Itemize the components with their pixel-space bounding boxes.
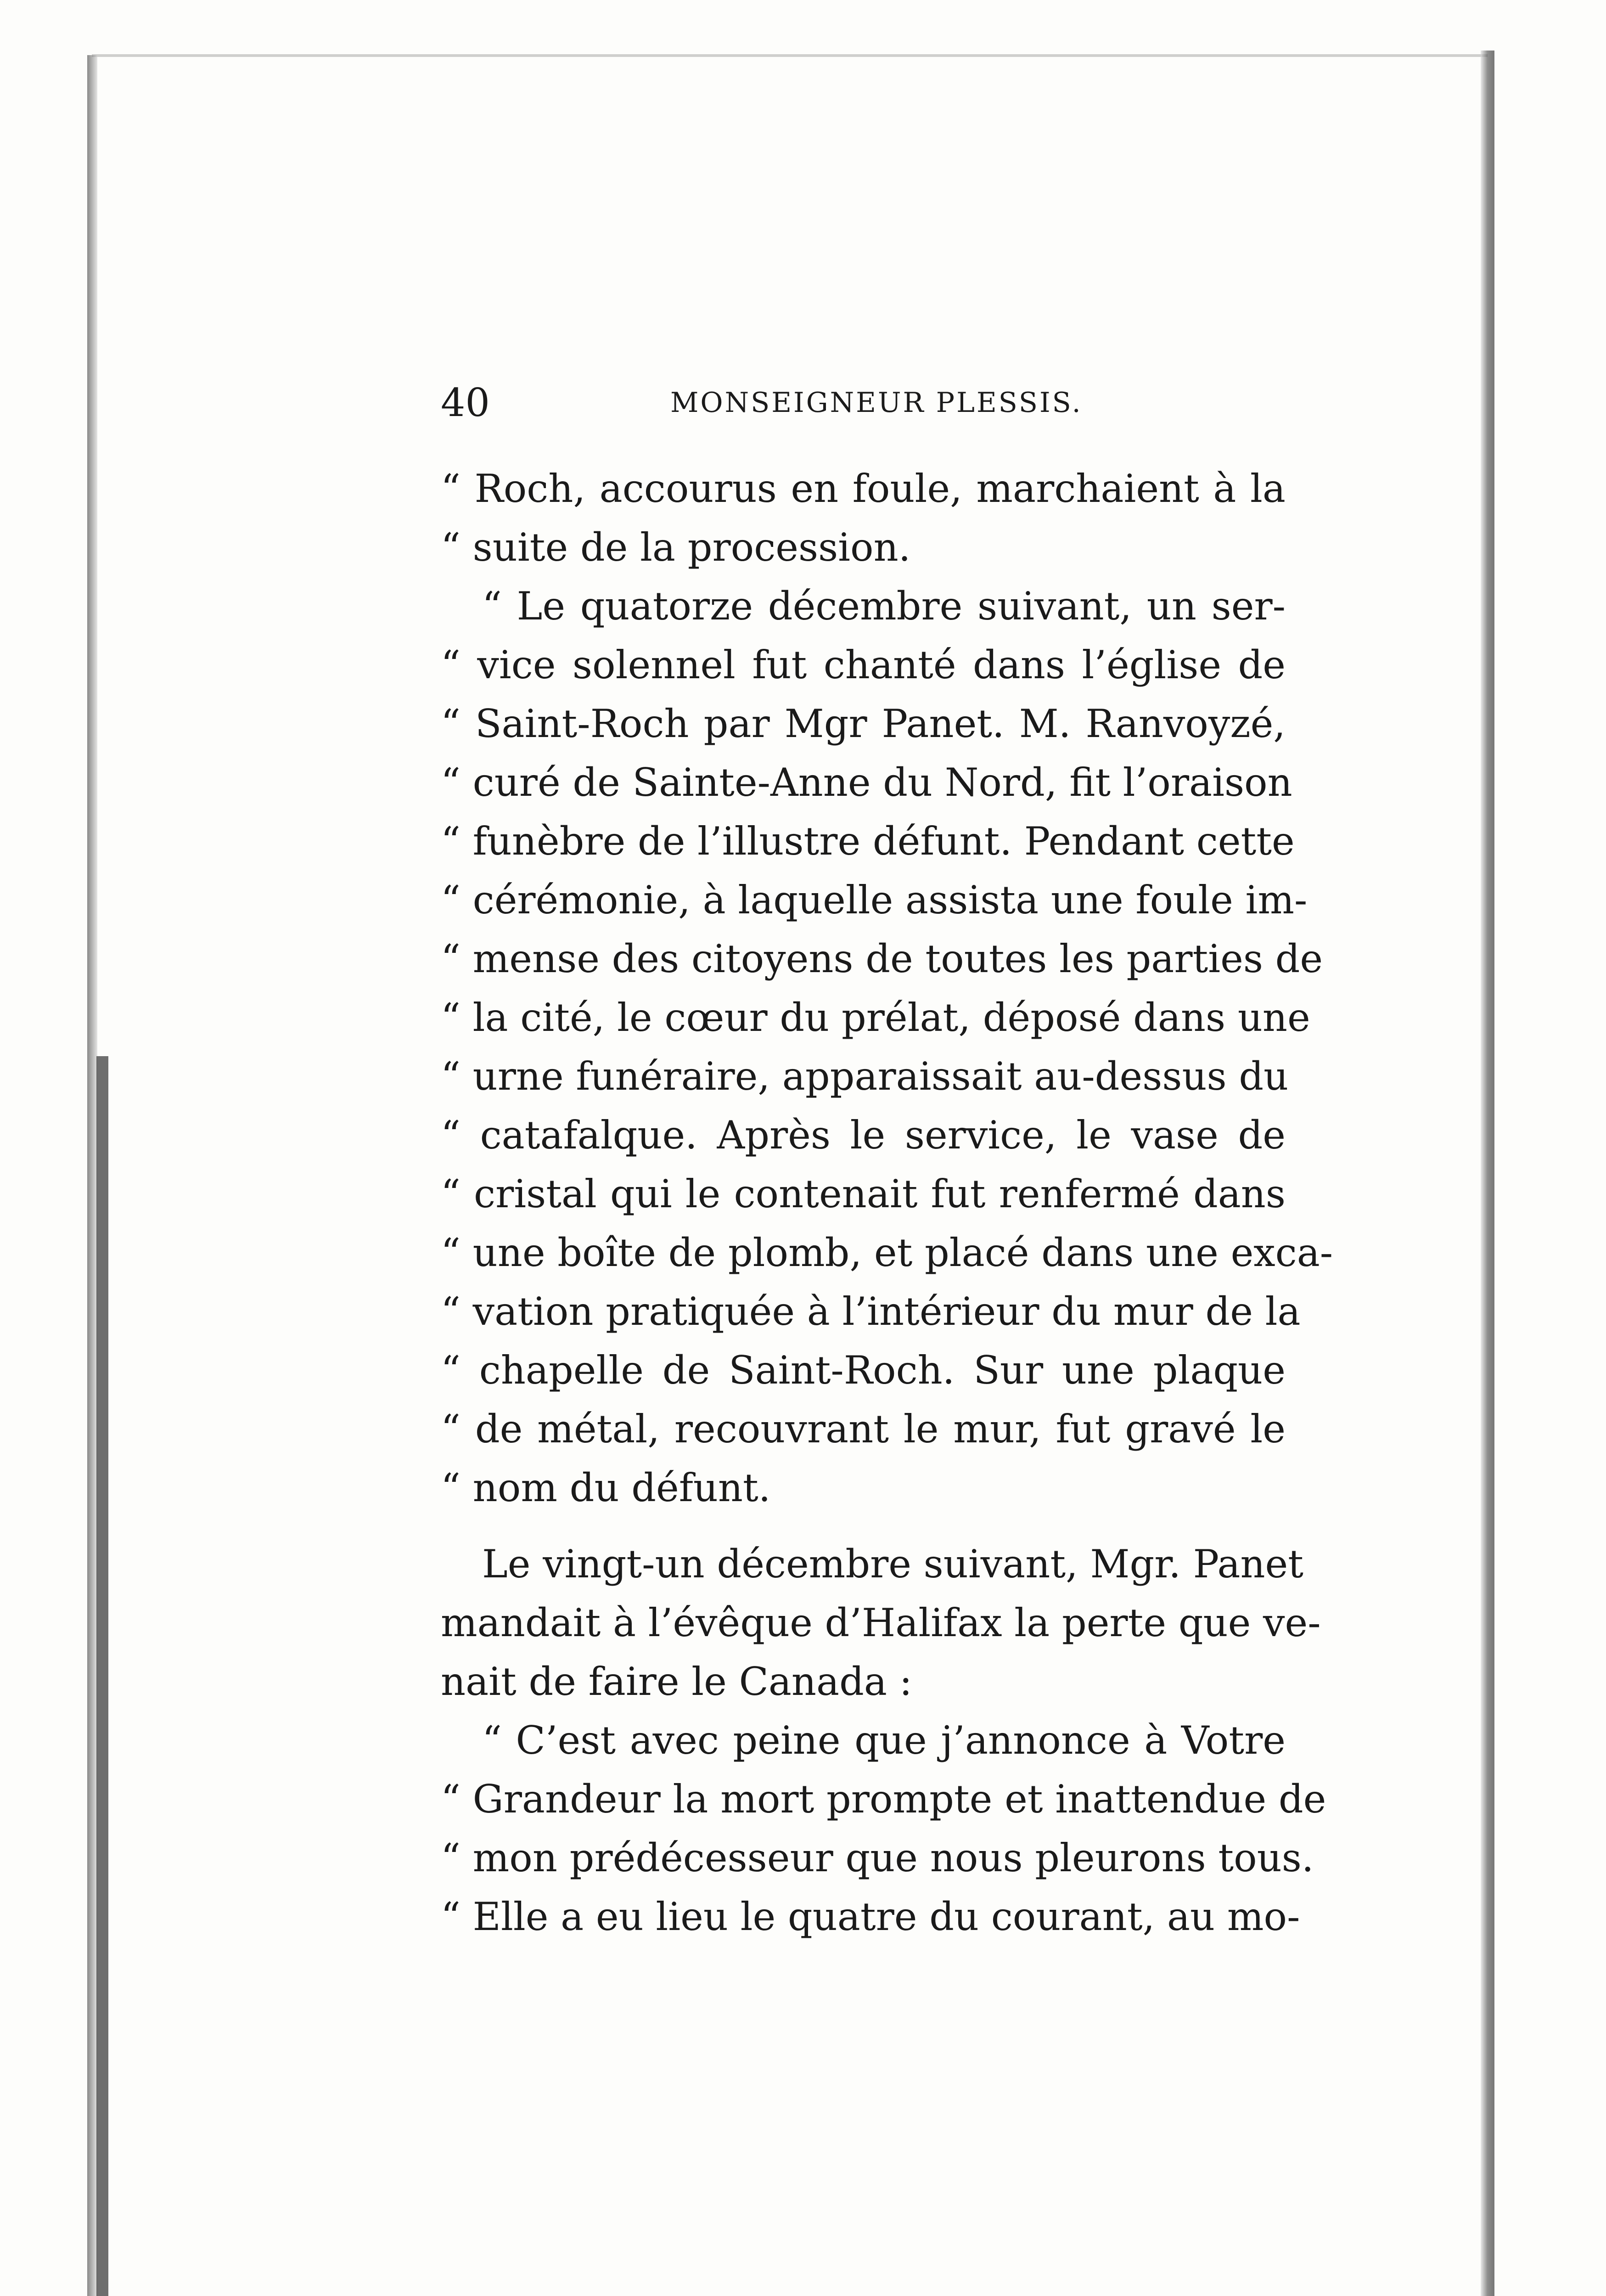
text-line: “ funèbre de l’illustre défunt. Pendant cette (441, 819, 1295, 864)
text-line: “ mense des citoyens de toutes les parties de (441, 936, 1323, 981)
text-line: “ Saint-Roch par Mgr Panet. M. Ranvoyzé, (441, 701, 1286, 746)
text-line: “ catafalque. Après le service, le vase de (441, 1113, 1286, 1158)
text-line: “ vation pratiquée à l’intérieur du mur de la (441, 1289, 1301, 1334)
text-line: “ suite de la procession. (441, 525, 911, 570)
text-line: “ nom du défunt. (441, 1465, 771, 1510)
text-line: “ Elle a eu lieu le quatre du courant, au mo- (441, 1894, 1300, 1939)
scan-edge-left-shadow (96, 1056, 108, 2296)
text-line: Le vingt-un décembre suivant, Mgr. Panet (482, 1542, 1304, 1587)
scan-edge-top (92, 54, 1488, 57)
text-line: “ vice solennel fut chanté dans l’église de (441, 642, 1286, 687)
text-line: “ Grandeur la mort prompte et inattendue de (441, 1777, 1326, 1822)
text-line: “ une boîte de plomb, et placé dans une exca- (441, 1230, 1333, 1275)
page-number: 40 (441, 380, 490, 425)
scan-edge-right (1481, 51, 1494, 2296)
text-line: “ chapelle de Saint-Roch. Sur une plaque (441, 1348, 1286, 1393)
text-line: “ mon prédécesseur que nous pleurons tous. (441, 1835, 1314, 1880)
text-line: “ curé de Sainte-Anne du Nord, fit l’oraison (441, 760, 1292, 805)
text-line: mandait à l’évêque d’Halifax la perte que ve- (441, 1600, 1321, 1645)
text-line: “ urne funéraire, apparaissait au-dessus du (441, 1054, 1289, 1099)
page-header (441, 377, 1295, 428)
body-text (441, 459, 1333, 1946)
text-line: nait de faire le Canada : (441, 1659, 912, 1704)
text-line: “ C’est avec peine que j’annonce à Votre (482, 1718, 1286, 1763)
text-line: “ cristal qui le contenait fut renfermé dans (441, 1171, 1286, 1216)
text-line: “ Roch, accourus en foule, marchaient à la (441, 466, 1286, 511)
scan-edge-left (87, 55, 97, 2296)
running-head: MONSEIGNEUR PLESSIS. (670, 387, 1083, 419)
text-line: “ de métal, recouvrant le mur, fut gravé le (441, 1407, 1286, 1452)
text-line: “ Le quatorze décembre suivant, un ser- (482, 584, 1286, 629)
text-line: “ cérémonie, à laquelle assista une foule im- (441, 878, 1308, 923)
text-line: “ la cité, le cœur du prélat, déposé dans une (441, 995, 1310, 1040)
paragraph-gap (441, 1517, 1286, 1535)
